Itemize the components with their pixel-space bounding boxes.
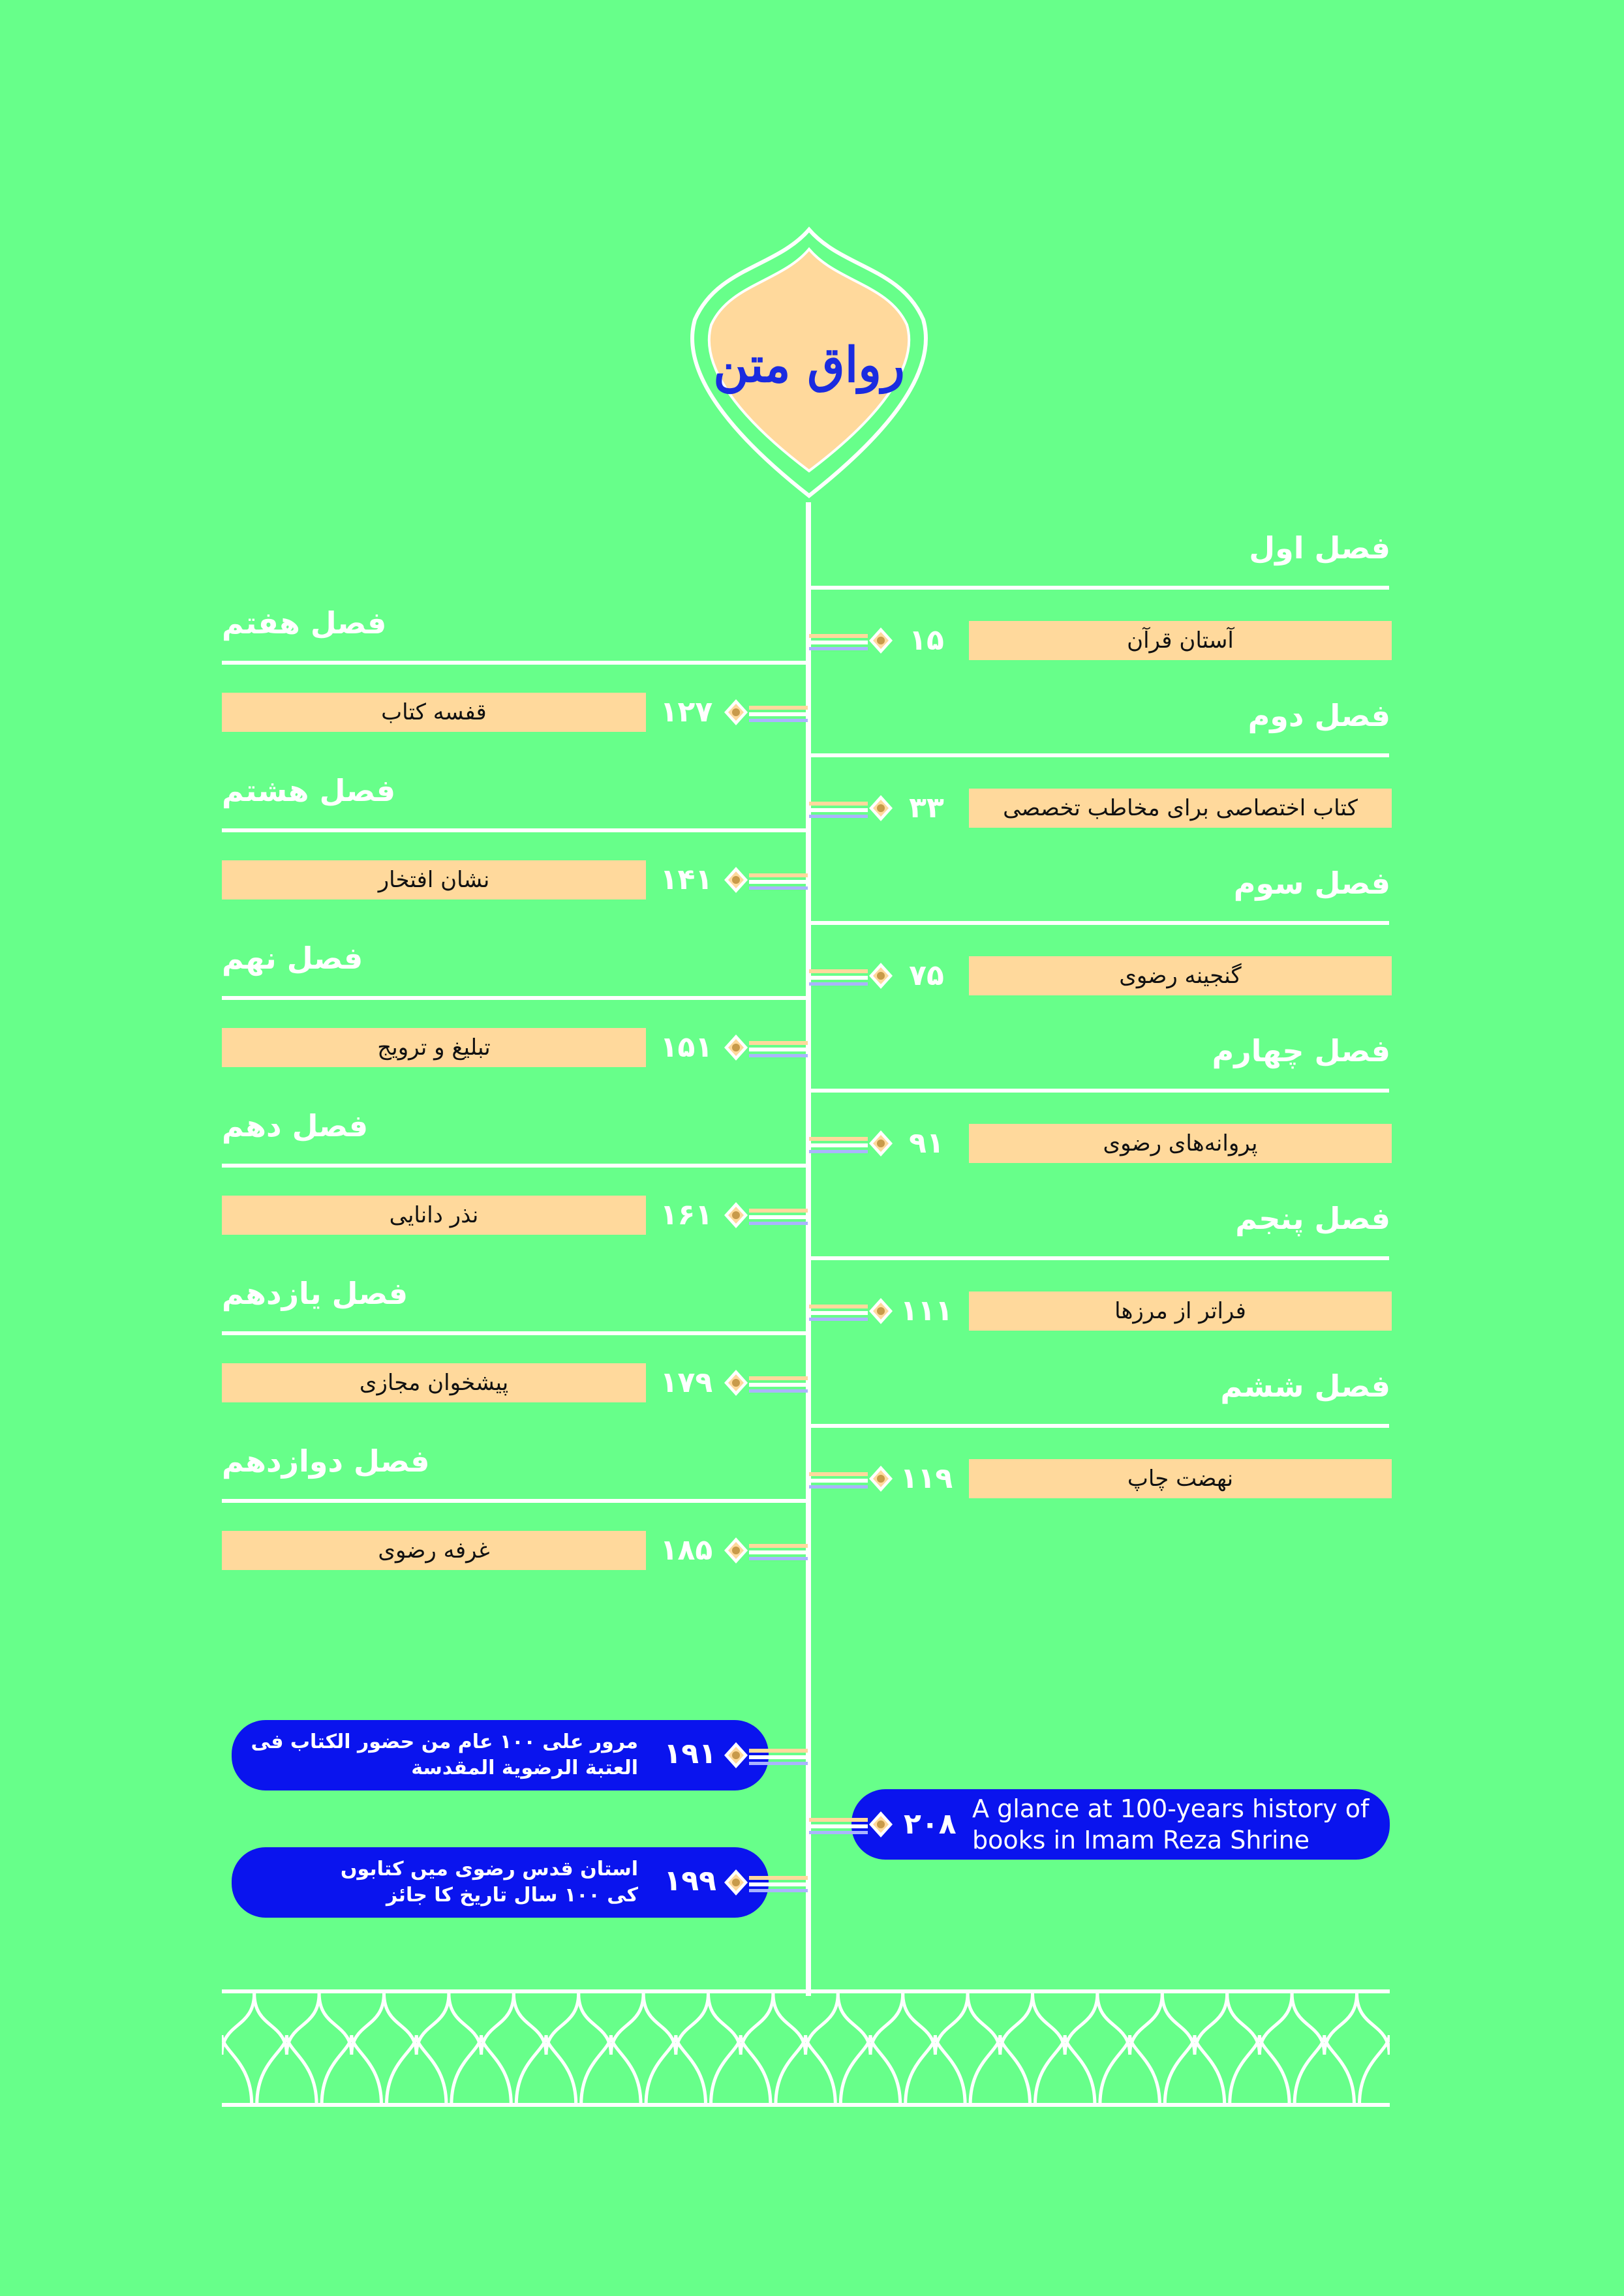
chapter-heading: فصل پنجم xyxy=(1235,1201,1390,1236)
chapter-heading: فصل اول xyxy=(1249,530,1390,566)
logo-calligraphy: رواق متن xyxy=(713,337,905,393)
summary-text-line: books in Imam Reza Shrine xyxy=(972,1826,1310,1854)
heading-rule xyxy=(222,828,808,832)
chapter-title: آستان قرآن xyxy=(969,621,1392,660)
connector-ornament xyxy=(809,956,894,995)
chapter-title: نهضت چاپ xyxy=(969,1459,1392,1498)
chapter-title: نشان افتخار xyxy=(222,860,646,899)
page-number: ۱۷۹ xyxy=(660,1366,713,1399)
connector-ornament xyxy=(809,1124,894,1163)
heading-rule xyxy=(808,753,1389,757)
page-number: ۱۹۹ xyxy=(664,1864,716,1897)
chapter-heading: فصل سوم xyxy=(1233,866,1390,901)
chapter-heading: فصل ششم xyxy=(1220,1368,1390,1404)
chapter-heading: فصل دوازدهم xyxy=(222,1443,430,1479)
page-number: ۱۱۱ xyxy=(900,1294,953,1327)
page-number: ۷۵ xyxy=(909,959,944,992)
heading-rule xyxy=(222,1164,808,1168)
chapter-title: پیشخوان مجازی xyxy=(222,1363,646,1402)
page-number: ۱۵ xyxy=(909,624,944,657)
footer-pattern xyxy=(222,1989,1390,2107)
page-number: ۱۲۷ xyxy=(660,695,713,729)
chapter-title: قفسه کتاب xyxy=(222,693,646,732)
summary-pill xyxy=(851,1789,1390,1860)
heading-rule xyxy=(222,996,808,1000)
summary-pill xyxy=(232,1720,769,1790)
connector-ornament xyxy=(809,621,894,660)
page-number: ۱۱۹ xyxy=(900,1462,953,1495)
chapter-heading: فصل دهم xyxy=(222,1108,369,1143)
summary-text-line: استان قدس رضوی میں کتابوں xyxy=(340,1858,638,1881)
heading-rule xyxy=(808,1424,1389,1428)
chapter-title: کتاب اختصاصی برای مخاطب تخصصی xyxy=(969,789,1392,828)
chapter-heading: فصل دوم xyxy=(1248,698,1390,733)
connector-ornament xyxy=(809,1459,894,1498)
connector-ornament xyxy=(809,1805,894,1844)
connector-ornament xyxy=(723,1736,808,1775)
chapter-title: غرفه رضوی xyxy=(222,1531,646,1570)
chapter-title: تبلیغ و ترویج xyxy=(222,1028,646,1067)
connector-ornament xyxy=(723,860,808,899)
chapter-heading: فصل هفتم xyxy=(222,605,387,641)
page-number: ۱۸۵ xyxy=(660,1533,713,1567)
connector-ornament xyxy=(723,1028,808,1067)
chapter-heading: فصل چهارم xyxy=(1212,1033,1390,1068)
page-number: ۲۰۸ xyxy=(904,1807,957,1841)
connector-ornament xyxy=(723,1363,808,1402)
heading-rule xyxy=(808,586,1389,590)
chapter-heading: فصل یازدهم xyxy=(222,1276,408,1311)
page-number: ۱۶۱ xyxy=(660,1198,713,1231)
page-number: ۱۴۱ xyxy=(660,863,713,896)
chapter-title: فراتر از مرزها xyxy=(969,1292,1392,1331)
connector-ornament xyxy=(809,789,894,828)
summary-text-line: مرور علی ۱۰۰ عام من حضور الکتاب فی xyxy=(251,1730,638,1753)
page-number: ۳۳ xyxy=(909,791,944,824)
connector-ornament xyxy=(723,1863,808,1902)
chapter-title: نذر دانایی xyxy=(222,1196,646,1235)
heading-rule xyxy=(808,921,1389,925)
summary-pill xyxy=(232,1847,769,1918)
connector-ornament xyxy=(809,1292,894,1331)
connector-ornament xyxy=(723,1196,808,1235)
heading-rule xyxy=(222,1499,808,1503)
summary-text-line: العتبة الرضویة المقدسة xyxy=(411,1757,638,1779)
logo xyxy=(685,222,933,509)
chapter-heading: فصل هشتم xyxy=(222,773,396,808)
heading-rule xyxy=(808,1089,1389,1093)
heading-rule xyxy=(808,1256,1389,1260)
chapter-title: گنجینه رضوی xyxy=(969,956,1392,995)
heading-rule xyxy=(222,1331,808,1335)
connector-ornament xyxy=(723,693,808,732)
page-number: ۱۹۱ xyxy=(664,1737,716,1770)
page-number: ۱۵۱ xyxy=(660,1031,713,1064)
heading-rule xyxy=(222,661,808,665)
summary-text-line: A glance at 100-years history of xyxy=(972,1794,1370,1823)
page-number: ۹۱ xyxy=(909,1126,944,1160)
connector-ornament xyxy=(723,1531,808,1570)
chapter-title: پروانه‌های رضوی xyxy=(969,1124,1392,1163)
summary-text-line: کی ۱۰۰ سال تاریخ کا جائز xyxy=(386,1884,638,1907)
chapter-heading: فصل نهم xyxy=(222,941,363,976)
